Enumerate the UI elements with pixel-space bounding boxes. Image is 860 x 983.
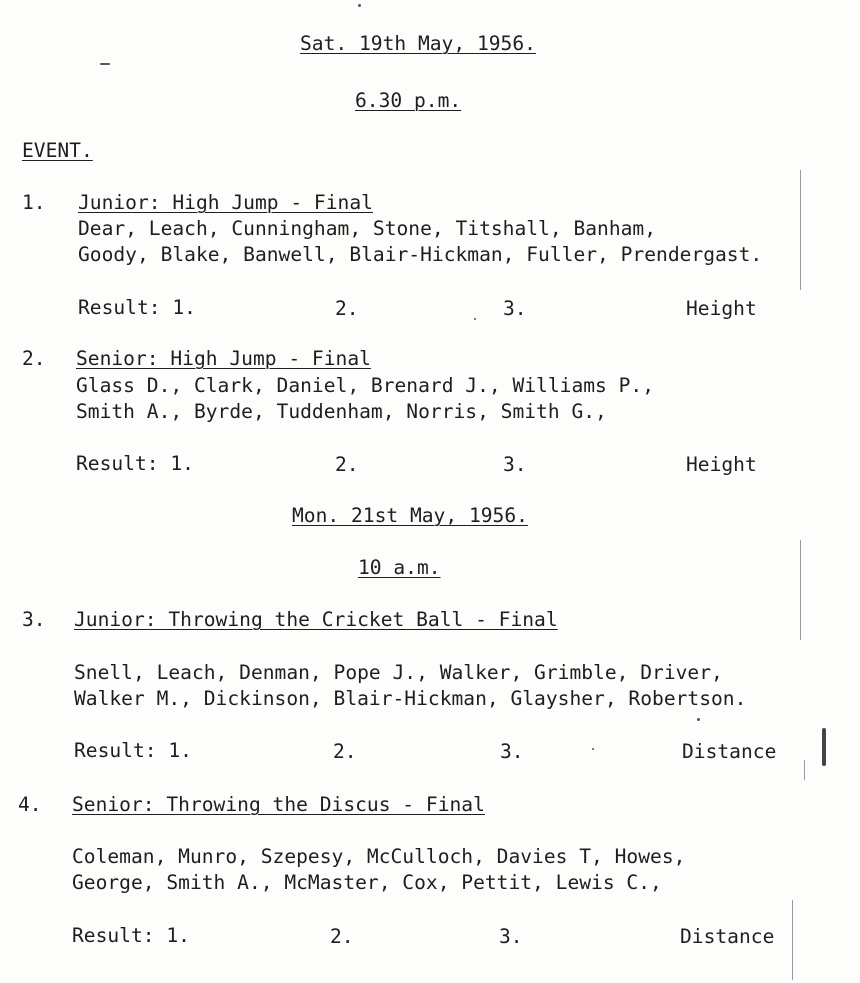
scan-speck bbox=[697, 718, 700, 721]
scan-speck bbox=[592, 748, 594, 750]
event-number: 4. bbox=[18, 793, 42, 816]
result-label: Result: 1. bbox=[76, 452, 194, 475]
event-number: 3. bbox=[22, 608, 46, 631]
time-heading-morning: 10 a.m. bbox=[358, 556, 441, 579]
scan-edge-line bbox=[792, 900, 793, 980]
event-title: Junior: High Jump - Final bbox=[78, 191, 373, 214]
third-place-label: 3. bbox=[499, 925, 523, 948]
measure-label: Height bbox=[686, 453, 757, 476]
date-heading-saturday: Sat. 19th May, 1956. bbox=[300, 32, 536, 55]
competitor-names-line: Dear, Leach, Cunningham, Stone, Titshall, Banham, bbox=[78, 217, 657, 240]
time-heading-evening: 6.30 p.m. bbox=[355, 89, 462, 112]
third-place-label: 3. bbox=[500, 740, 524, 763]
measure-label: Distance bbox=[680, 925, 775, 948]
result-label: Result: 1. bbox=[74, 739, 192, 762]
scan-edge-line bbox=[800, 170, 801, 290]
scan-edge-line bbox=[804, 760, 805, 780]
scan-edge-line bbox=[800, 540, 801, 640]
event-title: Junior: Throwing the Cricket Ball - Final bbox=[74, 608, 558, 631]
result-label: Result: 1. bbox=[78, 296, 196, 319]
scan-speck bbox=[474, 318, 476, 320]
competitor-names-line: Smith A., Byrde, Tuddenham, Norris, Smith G., bbox=[76, 400, 607, 423]
competitor-names-line: Goody, Blake, Banwell, Blair-Hickman, Fuller, Prendergast. bbox=[78, 243, 763, 266]
competitor-names-line: Walker M., Dickinson, Blair-Hickman, Glaysher, Robertson. bbox=[74, 687, 747, 710]
scan-speck bbox=[358, 4, 361, 7]
event-title: Senior: Throwing the Discus - Final bbox=[72, 793, 485, 816]
second-place-label: 2. bbox=[330, 925, 354, 948]
result-label: Result: 1. bbox=[72, 924, 190, 947]
third-place-label: 3. bbox=[503, 297, 527, 320]
second-place-label: 2. bbox=[335, 453, 359, 476]
scan-mark bbox=[822, 728, 826, 766]
event-number: 1. bbox=[22, 191, 46, 214]
date-heading-monday: Mon. 21st May, 1956. bbox=[292, 504, 528, 527]
competitor-names-line: George, Smith A., McMaster, Cox, Pettit, Lewis C., bbox=[72, 871, 662, 894]
competitor-names-line: Snell, Leach, Denman, Pope J., Walker, Grimble, Driver, bbox=[74, 661, 723, 684]
competitor-names-line: Glass D., Clark, Daniel, Brenard J., Williams P., bbox=[76, 374, 655, 397]
event-column-label: EVENT. bbox=[22, 139, 93, 162]
event-title: Senior: High Jump - Final bbox=[76, 347, 371, 370]
scan-speck bbox=[100, 63, 110, 65]
competitor-names-line: Coleman, Munro, Szepesy, McCulloch, Davies T, Howes, bbox=[72, 845, 686, 868]
second-place-label: 2. bbox=[335, 297, 359, 320]
event-number: 2. bbox=[22, 347, 46, 370]
measure-label: Height bbox=[686, 297, 757, 320]
measure-label: Distance bbox=[682, 740, 777, 763]
third-place-label: 3. bbox=[503, 453, 527, 476]
second-place-label: 2. bbox=[333, 740, 357, 763]
